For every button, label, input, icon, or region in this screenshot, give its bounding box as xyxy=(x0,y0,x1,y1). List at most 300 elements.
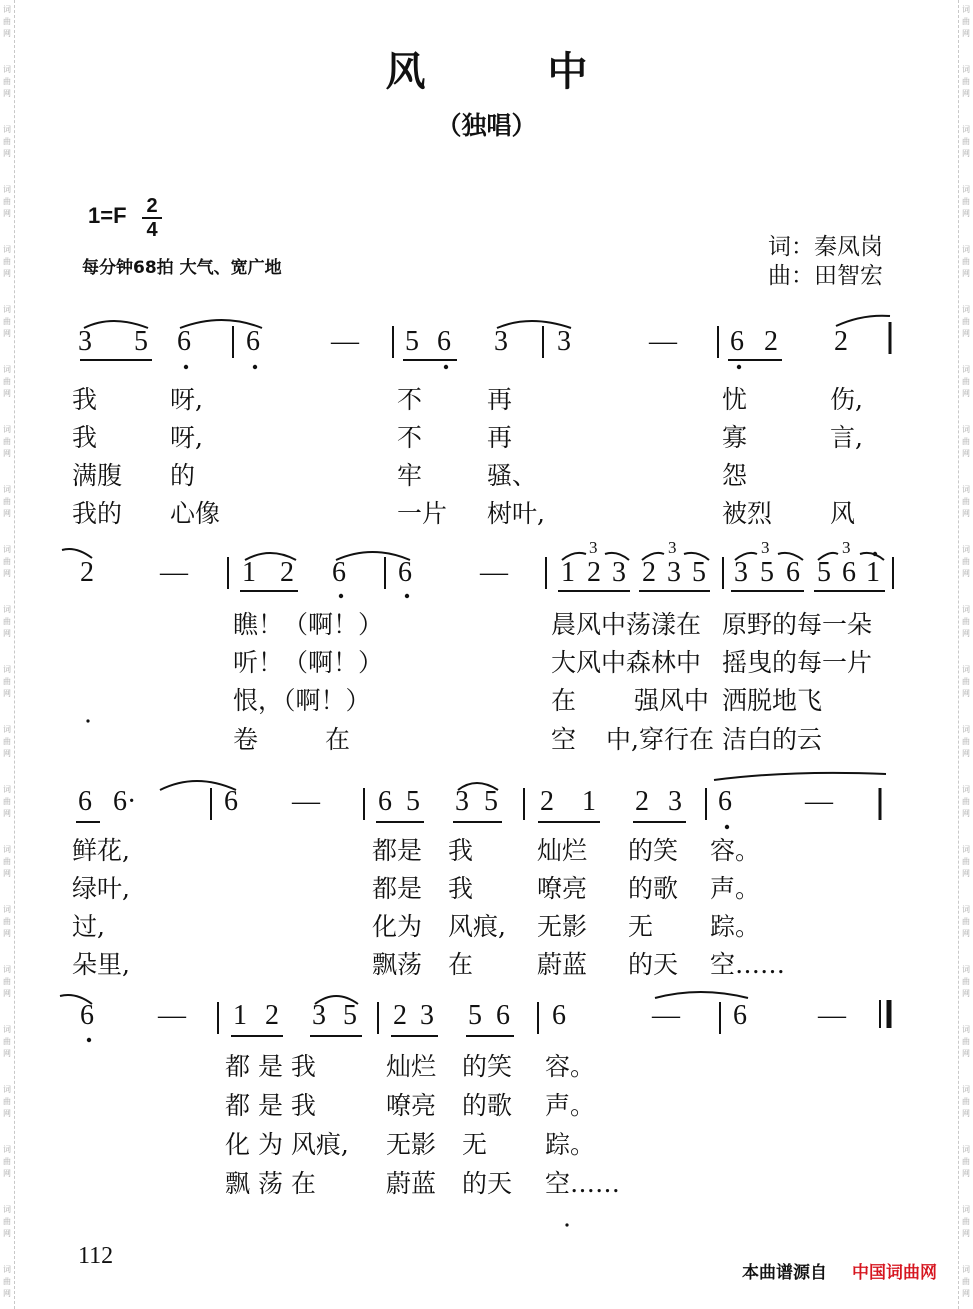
watermark-char: 网 xyxy=(3,209,11,218)
watermark-char: 曲 xyxy=(962,1037,970,1046)
lyric: 在 xyxy=(448,950,474,979)
watermark-char: 词 xyxy=(962,365,970,374)
slur xyxy=(180,320,262,328)
note: 6 xyxy=(552,1000,566,1031)
note: 2 xyxy=(540,786,554,817)
watermark-char: 网 xyxy=(3,689,11,698)
triplet-bracket xyxy=(642,553,664,560)
watermark-char: 词 xyxy=(3,905,11,914)
watermark-char: 曲 xyxy=(3,77,11,86)
watermark-char: 曲 xyxy=(3,1277,11,1286)
dash: — xyxy=(292,786,320,817)
song-title: 风 中 xyxy=(385,48,642,95)
watermark-char: 网 xyxy=(3,89,11,98)
site-label[interactable]: 中国词曲网 xyxy=(852,1263,937,1283)
note: 1 xyxy=(242,557,256,588)
watermark-char: 词 xyxy=(3,425,11,434)
lyric: 卷 xyxy=(233,725,259,754)
note: 6 xyxy=(177,326,191,357)
watermark-char: 词 xyxy=(962,125,970,134)
watermark-char: 网 xyxy=(962,629,970,638)
lyric: 我的 xyxy=(72,499,123,528)
watermark-char: 网 xyxy=(962,449,970,458)
lyric: 满腹 xyxy=(72,461,123,490)
lyric: 一片 xyxy=(397,499,448,528)
dash: — xyxy=(160,557,188,588)
watermark-char: 词 xyxy=(3,1205,11,1214)
watermark-char: 曲 xyxy=(962,137,970,146)
note: 2 xyxy=(80,557,94,588)
watermark-char: 网 xyxy=(962,689,970,698)
watermark-char: 词 xyxy=(962,1085,970,1094)
triplet-mark: 3 xyxy=(589,538,598,557)
lyric: 牢 xyxy=(397,461,423,490)
lyric: 的歌 xyxy=(628,874,679,903)
note: 3 xyxy=(612,557,626,588)
lyric: 心像 xyxy=(170,499,221,528)
key-signature: 1=F xyxy=(88,203,127,228)
watermark-char: 曲 xyxy=(962,437,970,446)
lyric: 踪。 xyxy=(545,1130,596,1159)
note: 6 xyxy=(733,1000,747,1031)
watermark-char: 曲 xyxy=(3,497,11,506)
note: 1 xyxy=(582,786,596,817)
lyric: 在 xyxy=(551,686,577,715)
watermark-char: 曲 xyxy=(3,1157,11,1166)
lyric: 我 xyxy=(448,836,474,865)
watermark-char: 曲 xyxy=(3,377,11,386)
note: 6 xyxy=(496,1000,510,1031)
low-octave-dot xyxy=(725,825,729,829)
note: 2 xyxy=(587,557,601,588)
watermark-char: 网 xyxy=(962,989,970,998)
watermark-char: 曲 xyxy=(3,17,11,26)
watermark-char: 词 xyxy=(962,485,970,494)
note: 5 xyxy=(760,557,774,588)
lyric: 嘹亮 xyxy=(386,1091,437,1120)
lyric: 鲜花, xyxy=(72,836,130,865)
watermark-char: 词 xyxy=(962,845,970,854)
lyric: 呀, xyxy=(170,385,203,414)
triplet-mark: 3 xyxy=(842,538,851,557)
watermark-char: 曲 xyxy=(962,857,970,866)
lyric: 容。 xyxy=(710,836,761,865)
lyric: 容。 xyxy=(545,1052,596,1081)
page-number: 112 xyxy=(78,1243,114,1269)
watermark-char: 曲 xyxy=(962,1097,970,1106)
low-octave-dot xyxy=(184,365,188,369)
watermark-char: 曲 xyxy=(3,677,11,686)
slur xyxy=(84,321,148,328)
slur xyxy=(315,996,358,1004)
note: 3 xyxy=(734,557,748,588)
watermark-char: 词 xyxy=(3,65,11,74)
watermark-char: 曲 xyxy=(962,497,970,506)
lyric: 的天 xyxy=(462,1169,513,1198)
note: 2 xyxy=(265,1000,279,1031)
watermark-char: 网 xyxy=(962,1289,970,1298)
watermark-char: 网 xyxy=(3,1229,11,1238)
note: 3 xyxy=(668,786,682,817)
note: 5 xyxy=(134,326,148,357)
lyric: 寡 xyxy=(722,423,748,452)
note: 2 xyxy=(834,326,848,357)
speck xyxy=(565,1223,568,1226)
lyric: 飘荡 xyxy=(372,950,423,979)
lyric: 空 xyxy=(551,725,577,754)
watermark-char: 词 xyxy=(3,1145,11,1154)
note: 5 xyxy=(692,557,706,588)
watermark-char: 网 xyxy=(962,209,970,218)
note: 3 xyxy=(312,1000,326,1031)
watermark-char: 曲 xyxy=(3,197,11,206)
lyric: 骚、 xyxy=(487,461,538,490)
note: 5 xyxy=(405,326,419,357)
watermark-char: 网 xyxy=(962,1229,970,1238)
triplet-bracket xyxy=(735,553,757,560)
low-octave-dot xyxy=(253,365,257,369)
lyric: 我 xyxy=(448,874,474,903)
note: 6 xyxy=(437,326,451,357)
watermark-char: 网 xyxy=(3,149,11,158)
watermark-char: 曲 xyxy=(962,617,970,626)
lyric: 忧 xyxy=(722,385,748,414)
watermark-char: 网 xyxy=(962,569,970,578)
dash: — xyxy=(652,1000,680,1031)
lyric: 在 xyxy=(325,725,351,754)
lyric: 飘 荡 在 xyxy=(225,1169,316,1198)
watermark-char: 网 xyxy=(3,749,11,758)
watermark-char: 词 xyxy=(3,125,11,134)
watermark-char: 词 xyxy=(962,1265,970,1274)
slur xyxy=(336,552,410,560)
watermark-char: 网 xyxy=(3,269,11,278)
lyric: 无影 xyxy=(537,912,588,941)
note: 6 xyxy=(80,1000,94,1031)
watermark-char: 词 xyxy=(962,65,970,74)
watermark-char: 网 xyxy=(962,1169,970,1178)
note: 5 xyxy=(468,1000,482,1031)
watermark-char: 曲 xyxy=(962,257,970,266)
lyric: 灿烂 xyxy=(386,1052,437,1081)
song-subtitle: （独唱） xyxy=(436,111,537,140)
note: 5 xyxy=(484,786,498,817)
note: 3 xyxy=(667,557,681,588)
lyric: 大风中森林中 xyxy=(551,648,702,677)
watermark-char: 网 xyxy=(962,1109,970,1118)
watermark-char: 网 xyxy=(3,1049,11,1058)
watermark-char: 词 xyxy=(3,545,11,554)
dash: — xyxy=(480,557,508,588)
watermark-char: 词 xyxy=(962,665,970,674)
watermark-char: 曲 xyxy=(962,197,970,206)
note: 6 xyxy=(718,786,732,817)
triplet-bracket xyxy=(605,553,629,560)
lyric: 无 xyxy=(462,1130,488,1159)
watermark-char: 网 xyxy=(962,29,970,38)
watermark-char: 词 xyxy=(962,605,970,614)
triplet-mark: 3 xyxy=(668,538,677,557)
watermark-char: 词 xyxy=(3,5,11,14)
watermark-char: 词 xyxy=(962,725,970,734)
note: 5 xyxy=(817,557,831,588)
watermark-char: 网 xyxy=(3,509,11,518)
watermark-char: 曲 xyxy=(3,557,11,566)
lyric: 听！（啊！） xyxy=(233,648,384,677)
note: 6 xyxy=(332,557,346,588)
note: 6 xyxy=(78,786,92,817)
note: 3 xyxy=(78,326,92,357)
watermark-char: 词 xyxy=(3,1085,11,1094)
lyric: 再 xyxy=(487,423,513,452)
lyric: 再 xyxy=(487,385,513,414)
lyric: 恨，（啊！） xyxy=(233,686,371,715)
lyric: 不 xyxy=(397,423,423,452)
watermark-char: 词 xyxy=(962,425,970,434)
dash: — xyxy=(331,326,359,357)
slur xyxy=(836,316,890,326)
lyric: 无 xyxy=(628,912,654,941)
watermark-char: 网 xyxy=(962,869,970,878)
watermark-char: 曲 xyxy=(3,797,11,806)
watermark-char: 网 xyxy=(962,809,970,818)
note: 1 xyxy=(561,557,575,588)
triplet-bracket xyxy=(860,553,884,560)
lyric: 原野的每一朵 xyxy=(722,610,873,639)
watermark-char: 曲 xyxy=(3,917,11,926)
watermark-char: 网 xyxy=(962,1049,970,1058)
watermark-char: 词 xyxy=(962,545,970,554)
watermark-char: 词 xyxy=(962,785,970,794)
low-octave-dot xyxy=(737,365,741,369)
watermark-char: 词 xyxy=(3,605,11,614)
watermark-char: 词 xyxy=(962,245,970,254)
note: 6 xyxy=(224,786,238,817)
note: 2 xyxy=(764,326,778,357)
watermark-char: 网 xyxy=(3,629,11,638)
slur xyxy=(62,549,92,558)
watermark-char: 词 xyxy=(3,845,11,854)
slur xyxy=(714,773,886,780)
note: 2 xyxy=(642,557,656,588)
triplet-bracket xyxy=(562,553,586,560)
watermark-char: 词 xyxy=(962,1025,970,1034)
lyric: 被烈 xyxy=(722,499,773,528)
low-octave-dot xyxy=(405,594,409,598)
watermark-char: 词 xyxy=(962,185,970,194)
watermark-char: 词 xyxy=(962,305,970,314)
watermark-char: 网 xyxy=(962,929,970,938)
lyric: 的笑 xyxy=(628,836,679,865)
lyric: 洁白的云 xyxy=(722,725,823,754)
lyric: 朵里, xyxy=(72,950,130,979)
watermark-char: 网 xyxy=(3,929,11,938)
dash: — xyxy=(649,326,677,357)
watermark-char: 曲 xyxy=(962,1157,970,1166)
composer-credit: 曲：田智宏 xyxy=(768,263,883,289)
watermark-char: 网 xyxy=(3,329,11,338)
watermark-char: 网 xyxy=(3,1169,11,1178)
note: 3 xyxy=(494,326,508,357)
watermark-char: 词 xyxy=(962,1145,970,1154)
note: 2 xyxy=(280,557,294,588)
lyric: 都 是 我 xyxy=(225,1091,316,1120)
lyric: 都是 xyxy=(372,874,423,903)
watermark-char: 词 xyxy=(3,185,11,194)
watermark-char: 曲 xyxy=(3,317,11,326)
watermark-char: 曲 xyxy=(962,977,970,986)
lyric: 洒脱地飞 xyxy=(722,686,823,715)
lyric: 的 xyxy=(170,461,196,490)
watermark-char: 网 xyxy=(3,1289,11,1298)
watermark-char: 词 xyxy=(3,245,11,254)
note: 3 xyxy=(557,326,571,357)
watermark-char: 曲 xyxy=(962,17,970,26)
note: 6 xyxy=(378,786,392,817)
note: 5 xyxy=(343,1000,357,1031)
slur xyxy=(245,553,296,560)
lyric: 的笑 xyxy=(462,1052,513,1081)
watermark-char: 网 xyxy=(962,149,970,158)
lyric: 都是 xyxy=(372,836,423,865)
time-signature-top: 2 xyxy=(146,195,158,217)
lyric: 无影 xyxy=(386,1130,437,1159)
slur xyxy=(497,321,571,328)
watermark-char: 网 xyxy=(962,389,970,398)
high-octave-dot xyxy=(873,552,877,556)
slur xyxy=(160,781,236,790)
note: 6 xyxy=(786,557,800,588)
watermark-char: 曲 xyxy=(962,377,970,386)
low-octave-dot xyxy=(339,594,343,598)
lyric: 我 xyxy=(72,423,98,452)
watermark-char: 曲 xyxy=(962,1217,970,1226)
slur xyxy=(655,992,748,998)
watermark-char: 词 xyxy=(3,725,11,734)
watermark-char: 网 xyxy=(3,1109,11,1118)
watermark-char: 词 xyxy=(3,665,11,674)
lyric: 踪。 xyxy=(710,912,761,941)
lyric: 不 xyxy=(397,385,423,414)
watermark-char: 网 xyxy=(962,269,970,278)
watermark-char: 词 xyxy=(3,365,11,374)
low-octave-dot xyxy=(87,1038,91,1042)
lyric: 强风中 xyxy=(634,686,710,715)
watermark-char: 曲 xyxy=(962,797,970,806)
watermark-char: 曲 xyxy=(962,77,970,86)
watermark-char: 网 xyxy=(3,989,11,998)
watermark-char: 词 xyxy=(3,785,11,794)
lyric: 蔚蓝 xyxy=(386,1169,437,1198)
triplet-mark: 3 xyxy=(761,538,770,557)
watermark-char: 词 xyxy=(962,1205,970,1214)
triplet-bracket xyxy=(778,553,803,560)
watermark-char: 曲 xyxy=(3,857,11,866)
watermark-char: 网 xyxy=(3,869,11,878)
note: 3 xyxy=(455,786,469,817)
lyric: 风痕, xyxy=(448,912,506,941)
watermark-char: 网 xyxy=(962,749,970,758)
lyric: 化为 xyxy=(372,912,423,941)
watermark-char: 曲 xyxy=(3,977,11,986)
lyric: 空…… xyxy=(710,950,786,979)
dash: — xyxy=(158,1000,186,1031)
note: 2 xyxy=(635,786,649,817)
watermark-char: 网 xyxy=(3,29,11,38)
watermark-char: 曲 xyxy=(3,1037,11,1046)
lyric: 空…… xyxy=(545,1169,621,1198)
watermark-char: 曲 xyxy=(3,737,11,746)
watermark-char: 曲 xyxy=(3,617,11,626)
lyric: 蔚蓝 xyxy=(537,950,588,979)
low-octave-dot xyxy=(444,365,448,369)
lyric: 中,穿行在 xyxy=(606,725,714,754)
dash: — xyxy=(805,786,833,817)
dash: — xyxy=(818,1000,846,1031)
lyric: 摇曳的每一片 xyxy=(722,648,873,677)
lyric: 的歌 xyxy=(462,1091,513,1120)
lyric: 过, xyxy=(72,912,105,941)
source-label: 本曲谱源自 xyxy=(742,1263,827,1283)
lyric: 声。 xyxy=(710,874,761,903)
triplet-bracket xyxy=(818,553,838,560)
watermark-char: 词 xyxy=(962,905,970,914)
watermark-char: 网 xyxy=(962,329,970,338)
note: 5 xyxy=(406,786,420,817)
watermark-char: 曲 xyxy=(962,917,970,926)
note: 1 xyxy=(866,557,880,588)
lyric: 都 是 我 xyxy=(225,1052,316,1081)
lyric: 言, xyxy=(830,423,863,452)
lyric: 呀, xyxy=(170,423,203,452)
note: 6· xyxy=(113,786,137,817)
watermark-char: 词 xyxy=(3,1025,11,1034)
note: 3 xyxy=(420,1000,434,1031)
watermark-char: 曲 xyxy=(3,1097,11,1106)
note: 2 xyxy=(393,1000,407,1031)
lyric: 怨 xyxy=(722,461,748,490)
lyric: 绿叶, xyxy=(72,874,130,903)
lyric: 晨风中荡漾在 xyxy=(551,610,702,639)
lyric: 树叶, xyxy=(487,499,545,528)
triplet-bracket xyxy=(684,553,709,560)
watermark-char: 网 xyxy=(3,569,11,578)
watermark-char: 网 xyxy=(3,449,11,458)
watermark-char: 曲 xyxy=(3,1217,11,1226)
note: 6 xyxy=(842,557,856,588)
lyric: 我 xyxy=(72,385,98,414)
watermark-char: 词 xyxy=(962,5,970,14)
watermark-char: 网 xyxy=(962,509,970,518)
watermark-char: 网 xyxy=(962,89,970,98)
lyric: 声。 xyxy=(545,1091,596,1120)
watermark-char: 曲 xyxy=(3,437,11,446)
lyric: 伤, xyxy=(830,385,863,414)
watermark-char: 曲 xyxy=(962,317,970,326)
lyric: 风 xyxy=(830,499,856,528)
watermark-char: 曲 xyxy=(962,1277,970,1286)
watermark-char: 曲 xyxy=(962,677,970,686)
note: 1 xyxy=(233,1000,247,1031)
lyric: 化 为 风痕, xyxy=(225,1130,349,1159)
watermark-char: 曲 xyxy=(3,257,11,266)
watermark-char: 词 xyxy=(3,485,11,494)
lyric: 灿烂 xyxy=(537,836,588,865)
speck xyxy=(86,719,89,722)
watermark-char: 词 xyxy=(3,1265,11,1274)
note: 6 xyxy=(730,326,744,357)
watermark-char: 曲 xyxy=(962,737,970,746)
